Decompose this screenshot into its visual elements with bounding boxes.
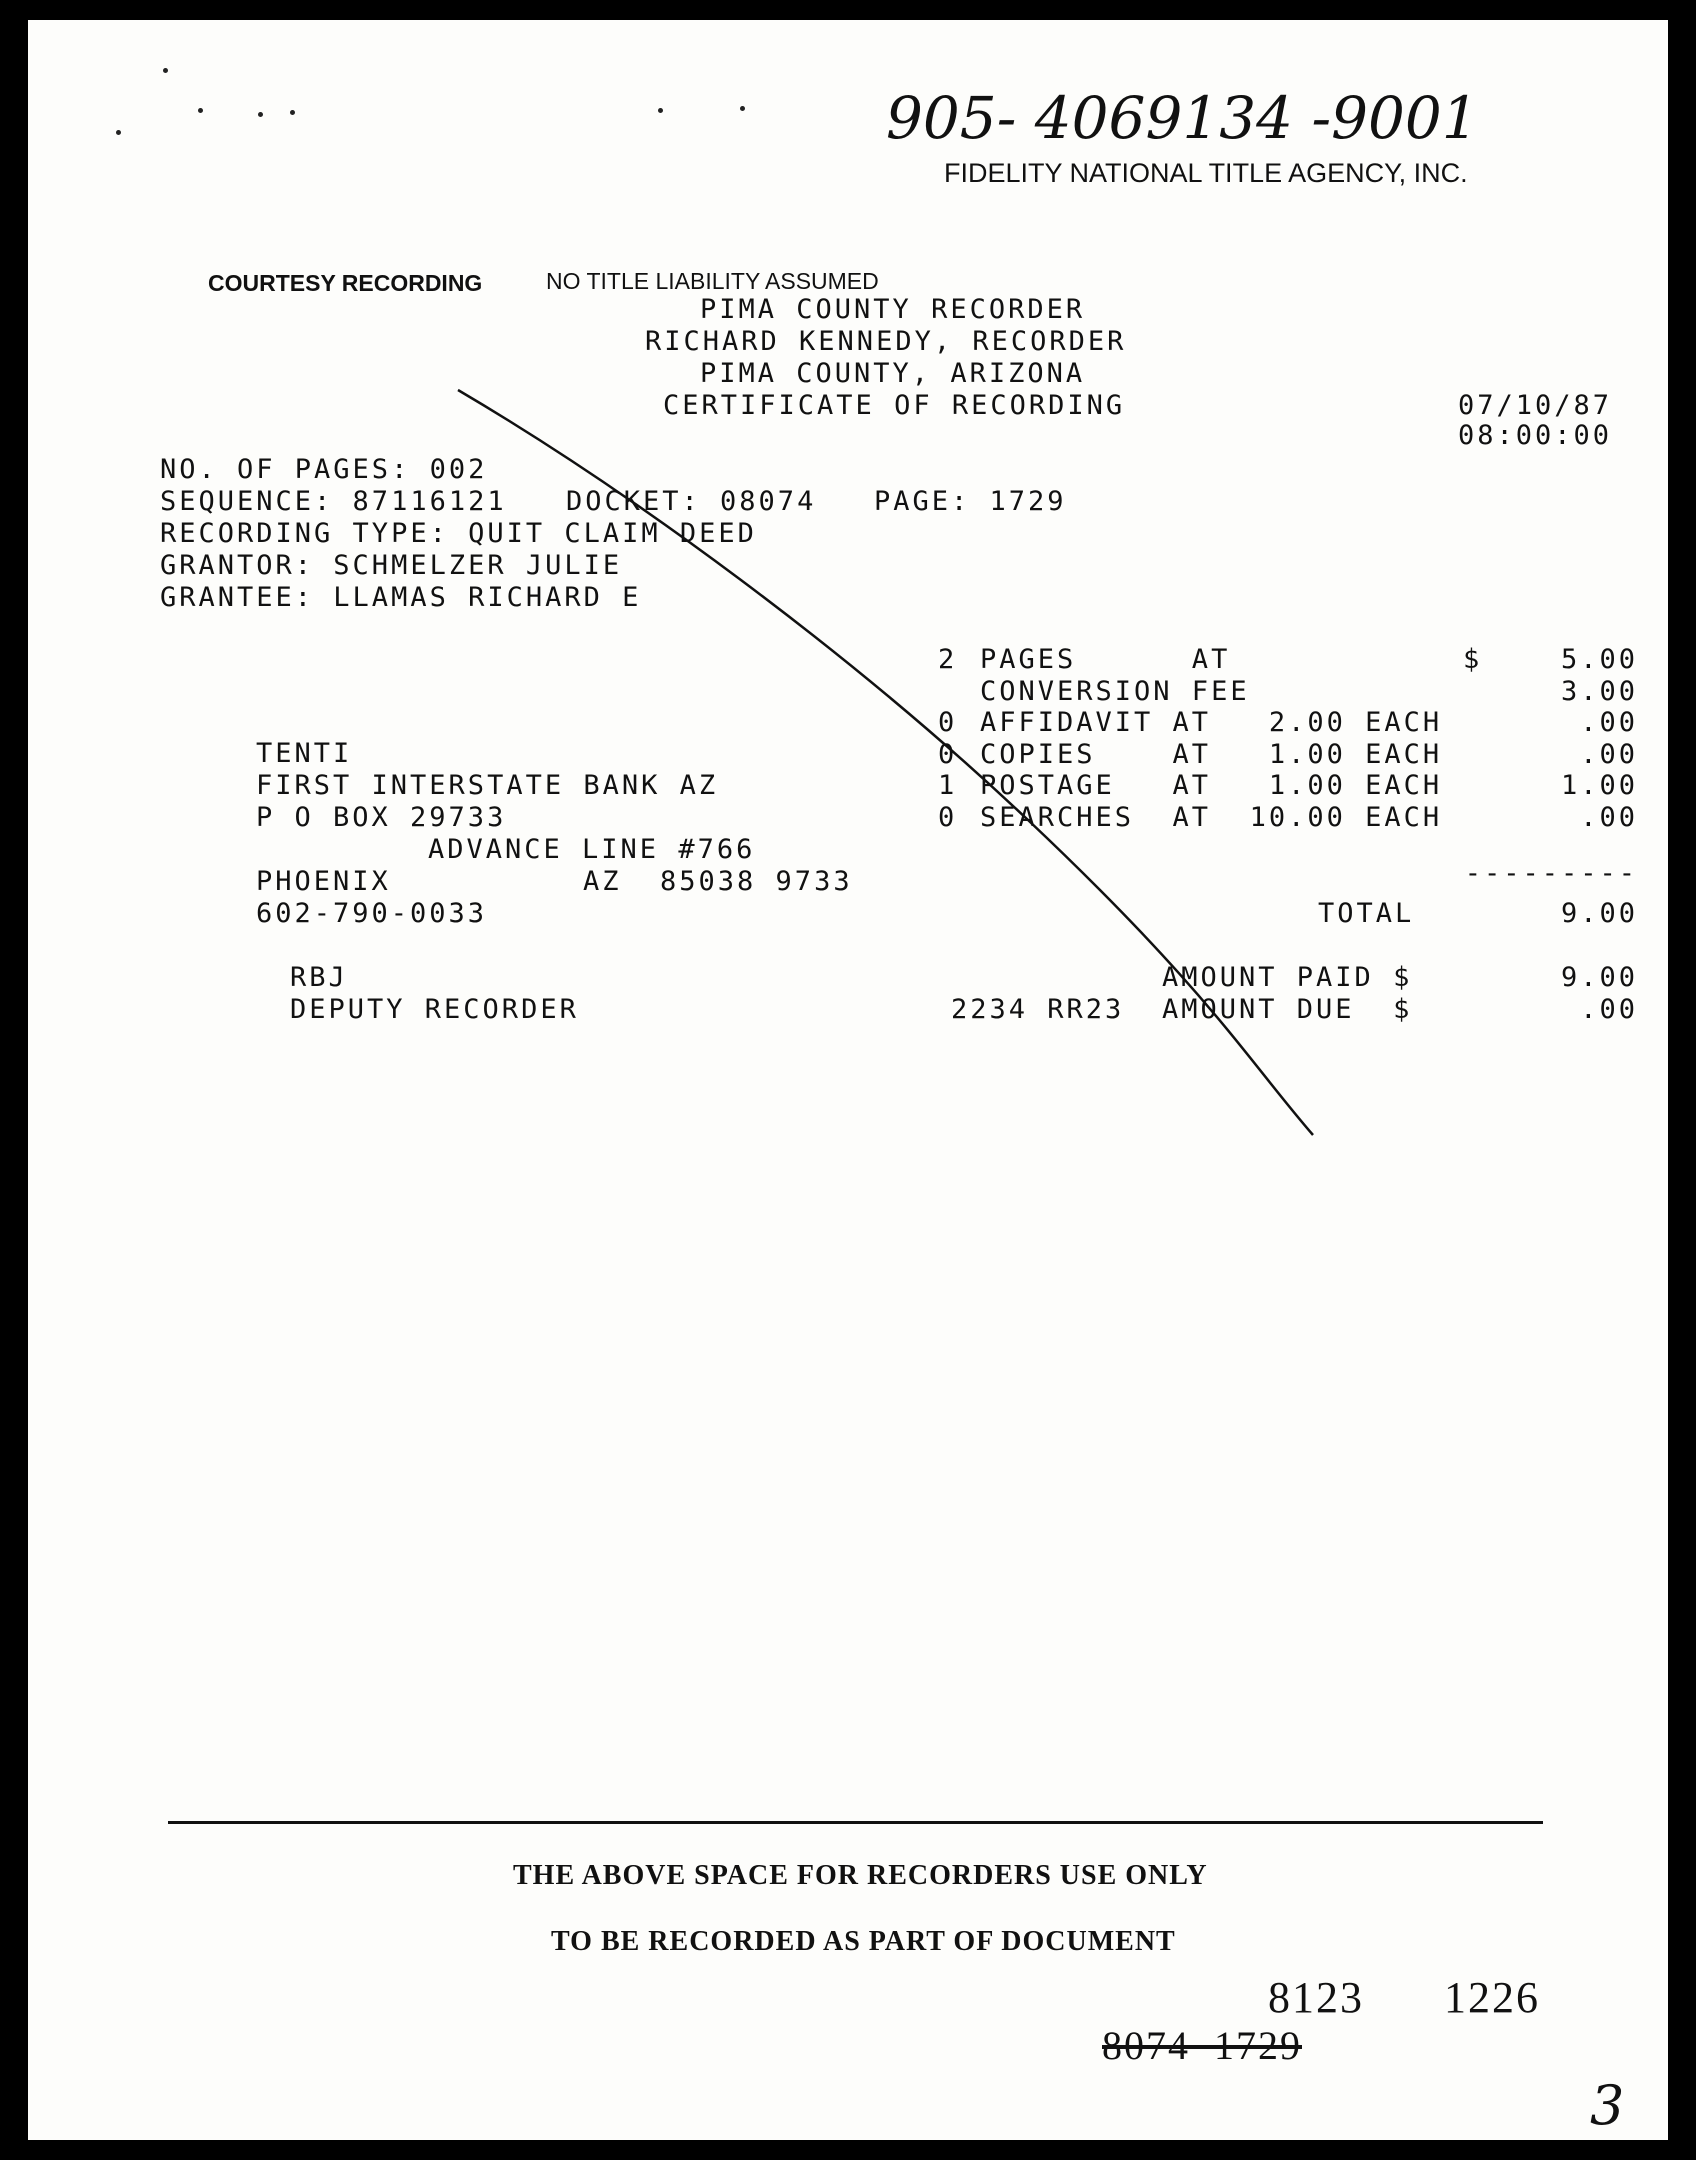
header-line-1: PIMA COUNTY RECORDER bbox=[700, 294, 1086, 325]
scan-speck bbox=[258, 112, 263, 117]
fee-amount: .00 bbox=[1580, 707, 1638, 738]
fee-amount: .00 bbox=[1580, 801, 1638, 833]
total-amount: 9.00 bbox=[1560, 898, 1638, 929]
new-reference-b: 1226 bbox=[1444, 1973, 1540, 2022]
fee-quantity: 1 bbox=[938, 770, 958, 801]
handwritten-page-mark: 3 bbox=[1590, 2074, 1625, 2137]
address-city: PHOENIX bbox=[256, 866, 391, 897]
new-reference-a: 8123 bbox=[1268, 1973, 1364, 2022]
address-phone: 602-790-0033 bbox=[256, 898, 488, 929]
fee-table bbox=[908, 644, 1648, 833]
fee-row bbox=[908, 770, 1648, 802]
fee-row bbox=[908, 739, 1648, 771]
handwritten-file-number: 905- 4069134 -9001 bbox=[886, 84, 1479, 152]
old-reference-struck: 8074 1729 bbox=[1102, 2023, 1302, 2068]
liability-stamp: NO TITLE LIABILITY ASSUMED bbox=[546, 268, 879, 294]
grantor: GRANTOR: SCHMELZER JULIE bbox=[160, 550, 623, 581]
fee-description: AFFIDAVIT AT 2.00 EACH bbox=[980, 707, 1443, 738]
address-line-3: P O BOX 29733 bbox=[256, 802, 507, 833]
record-date: 07/10/87 bbox=[1458, 390, 1613, 421]
fee-quantity: 0 bbox=[938, 801, 958, 833]
amount-paid: 9.00 bbox=[1560, 962, 1638, 993]
amount-due-label: AMOUNT DUE $ bbox=[1162, 994, 1413, 1025]
footer-line-1: THE ABOVE SPACE FOR RECORDERS USE ONLY bbox=[513, 1860, 1208, 1891]
scan-speck bbox=[658, 108, 663, 113]
fee-amount: 3.00 bbox=[1560, 675, 1638, 707]
agency-stamp: FIDELITY NATIONAL TITLE AGENCY, INC. bbox=[944, 158, 1468, 188]
page-number: PAGE: 1729 bbox=[874, 486, 1067, 517]
scan-speck bbox=[163, 68, 168, 73]
recorder-space-rule bbox=[168, 1821, 1543, 1824]
fee-amount: .00 bbox=[1580, 738, 1638, 770]
docket: DOCKET: 08074 bbox=[566, 486, 817, 517]
recording-type: RECORDING TYPE: QUIT CLAIM DEED bbox=[160, 518, 757, 549]
fee-row bbox=[908, 707, 1648, 739]
grantee: GRANTEE: LLAMAS RICHARD E bbox=[160, 582, 642, 613]
scan-speck bbox=[198, 108, 203, 113]
address-state-zip: AZ 85038 9733 bbox=[583, 866, 853, 897]
address-line-1: TENTI bbox=[256, 738, 353, 769]
fee-row bbox=[908, 676, 1648, 708]
fee-description: POSTAGE AT 1.00 EACH bbox=[980, 770, 1443, 801]
fee-currency: $ bbox=[1463, 644, 1483, 675]
total-separator: --------- bbox=[1464, 858, 1638, 889]
amount-paid-label: AMOUNT PAID $ bbox=[1162, 962, 1413, 993]
address-line-2: FIRST INTERSTATE BANK AZ bbox=[256, 770, 719, 801]
fee-quantity: 0 bbox=[938, 738, 958, 770]
document-page bbox=[28, 20, 1668, 2140]
due-code: 2234 RR23 bbox=[951, 994, 1125, 1025]
fee-quantity: 0 bbox=[938, 707, 958, 738]
fee-amount: 1.00 bbox=[1560, 770, 1638, 801]
courtesy-stamp: COURTESY RECORDING bbox=[208, 270, 483, 296]
scan-speck bbox=[116, 130, 121, 135]
scan-speck bbox=[740, 106, 745, 111]
sequence: SEQUENCE: 87116121 bbox=[160, 486, 507, 517]
amount-due: .00 bbox=[1580, 994, 1638, 1025]
header-line-3: PIMA COUNTY, ARIZONA bbox=[700, 358, 1086, 389]
footer-line-2: TO BE RECORDED AS PART OF DOCUMENT bbox=[551, 1926, 1176, 1957]
fee-description: PAGES AT bbox=[980, 644, 1231, 675]
header-line-2: RICHARD KENNEDY, RECORDER bbox=[645, 326, 1127, 357]
clerk-title: DEPUTY RECORDER bbox=[290, 994, 579, 1025]
fee-amount: 5.00 bbox=[1560, 644, 1638, 675]
address-line-4: ADVANCE LINE #766 bbox=[428, 834, 756, 865]
header-line-4: CERTIFICATE OF RECORDING bbox=[663, 390, 1126, 421]
fee-description: CONVERSION FEE bbox=[980, 675, 1250, 707]
record-time: 08:00:00 bbox=[1458, 420, 1613, 451]
clerk-initials: RBJ bbox=[290, 962, 348, 993]
fee-quantity: 2 bbox=[938, 644, 958, 675]
fee-row bbox=[908, 644, 1648, 676]
fee-row bbox=[908, 802, 1648, 834]
number-of-pages: NO. OF PAGES: 002 bbox=[160, 454, 488, 485]
fee-description: SEARCHES AT 10.00 EACH bbox=[980, 801, 1443, 833]
fee-description: COPIES AT 1.00 EACH bbox=[980, 738, 1443, 770]
scan-speck bbox=[290, 110, 295, 115]
total-label: TOTAL bbox=[1318, 898, 1415, 929]
